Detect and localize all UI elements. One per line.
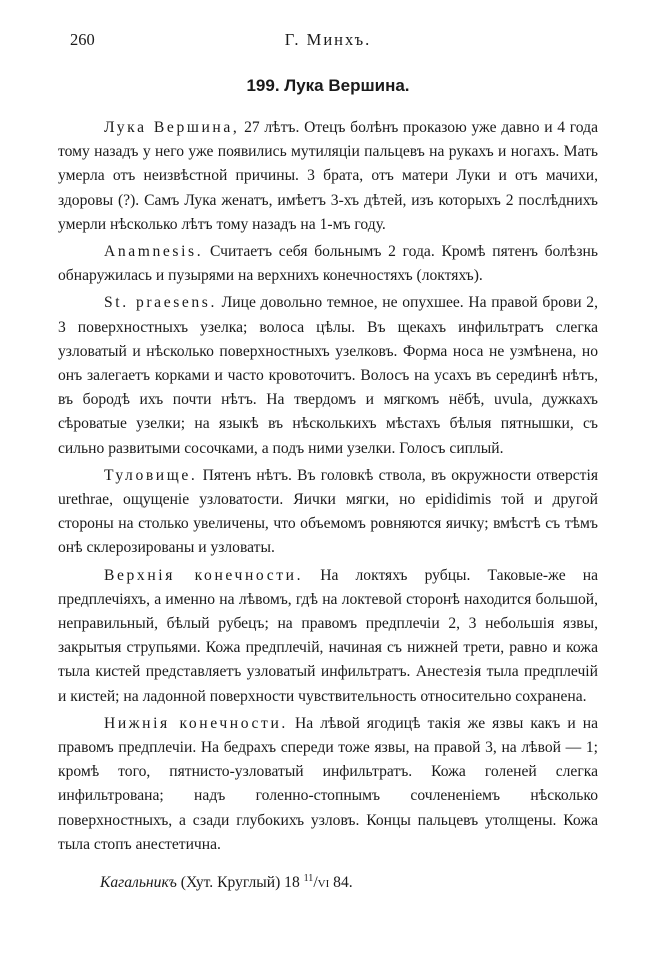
paragraph-anamnesis bbox=[58, 240, 598, 288]
paragraph-text: На локтяхъ рубцы. Таковые-же на предплечіяхъ, а именно на лѣвомъ, гдѣ на локтевой сторонѣ находится большой, неправильный, бѣлый рубецъ; на правомъ предплечіи 2, 3 небольшія язвы, закрытыя струпьями. Кожа предплечій, начиная съ нижней трети, равно и кожа тыла кистей представляетъ узловатый инфильтратъ. Анестезія тыла предплечій и кистей; на ладонной поверхности чувствительность относительно сохранена. bbox=[58, 566, 598, 705]
page-number: 260 bbox=[70, 30, 95, 49]
signature-detail: (Хут. Круглый) 18 bbox=[180, 874, 300, 892]
paragraph-text: Лице довольно темное, не опухшее. На правой брови 2, 3 поверхностныхъ узелка; волоса цѣлы. Въ щекахъ инфильтратъ слегка узловатый и нѣсколько поверхностныхъ узелковъ. Форма носа не узмѣнена, но онъ залегаетъ корками и часто кровоточитъ. Волосъ на усахъ въ серединѣ нѣтъ, въ бородѣ ихъ почти нѣтъ. На твердомъ и мягкомъ нёбѣ, uvula, дужкахъ сѣроватые узелки; на языкѣ въ нѣсколькихъ мѣстахъ бѣлыя пятнышки, съ сильно развитыми сосочками, а подъ ними узелки. Голосъ сиплый. bbox=[58, 294, 599, 457]
paragraph-intro bbox=[58, 116, 598, 237]
paragraph-text: На лѣвой ягодицѣ такія же язвы какъ и на правомъ предплечіи. На бедрахъ спереди тоже язвы, на правой 3, на лѣвой — 1; кромѣ того, пятнисто-узловатый инфильтратъ. Кожа голеней слегка инфильтрована; надъ голенно-стопнымъ сочлененіемъ нѣсколько поверхностныхъ, а сзади глубокихъ узловъ. Концы пальцевъ утолщены. Кожа тыла стопъ анестетична. bbox=[58, 714, 598, 853]
paragraph-lower-limbs bbox=[58, 712, 598, 857]
paragraph-lead: Верхнія конечности. bbox=[104, 566, 304, 584]
signature-day: 11 bbox=[303, 873, 314, 885]
paragraph-text: Пятенъ нѣтъ. Въ головкѣ ствола, въ окружности отверстія urethrae, ощущеніе узловатости. Яички мягки, но epididimis той и другой стороны на столько увеличены, что объемомъ ровняются яичку; вмѣстѣ съ тѣмъ онѣ склерозированы и узловаты. bbox=[58, 466, 598, 557]
case-title: 199. Лука Вершина. bbox=[246, 76, 410, 95]
paragraph-status-praesens bbox=[58, 291, 598, 460]
paragraph-torso bbox=[58, 464, 598, 561]
signature-month: VI bbox=[317, 878, 330, 891]
paragraph-lead: Туловище. bbox=[104, 466, 198, 484]
signature-year: 84. bbox=[333, 874, 353, 892]
paragraph-lead: Anamnesis. bbox=[104, 243, 204, 261]
signature-place: Кагальникъ bbox=[100, 874, 177, 892]
running-head bbox=[58, 30, 598, 54]
paragraph-lead: Нижнія конечности. bbox=[104, 714, 288, 732]
paragraph-text: Считаетъ себя больнымъ 2 года. Кромѣ пятенъ болѣзнь обнаружилась и пузырями на верхнихъ конечностяхъ (локтяхъ). bbox=[58, 243, 599, 285]
paragraph-upper-limbs bbox=[58, 564, 598, 709]
signature-line: Кагальникъ (Хут. Круглый) 18 $^{11}$/VI 84. bbox=[100, 873, 353, 892]
running-title: Г. Минхъ. bbox=[284, 30, 372, 49]
paragraph-text: 27 лѣтъ. Отецъ болѣнъ проказою уже давно и 4 года тому назадъ у него уже появились мутиляціи пальцевъ на рукахъ и ногахъ. Мать умерла отъ неизвѣстной причины. 3 брата, отъ матери Луки и отъ мачихи, здоровы (?). Самъ Лука женатъ, имѣетъ 3-хъ дѣтей, изъ которыхъ 2 послѣднихъ умерли нѣсколько лѣтъ тому назадъ на 1-мъ году. bbox=[58, 119, 598, 233]
paragraph-lead: St. praesens. bbox=[104, 294, 217, 312]
paragraph-lead: Лука Вершина, bbox=[104, 119, 240, 136]
